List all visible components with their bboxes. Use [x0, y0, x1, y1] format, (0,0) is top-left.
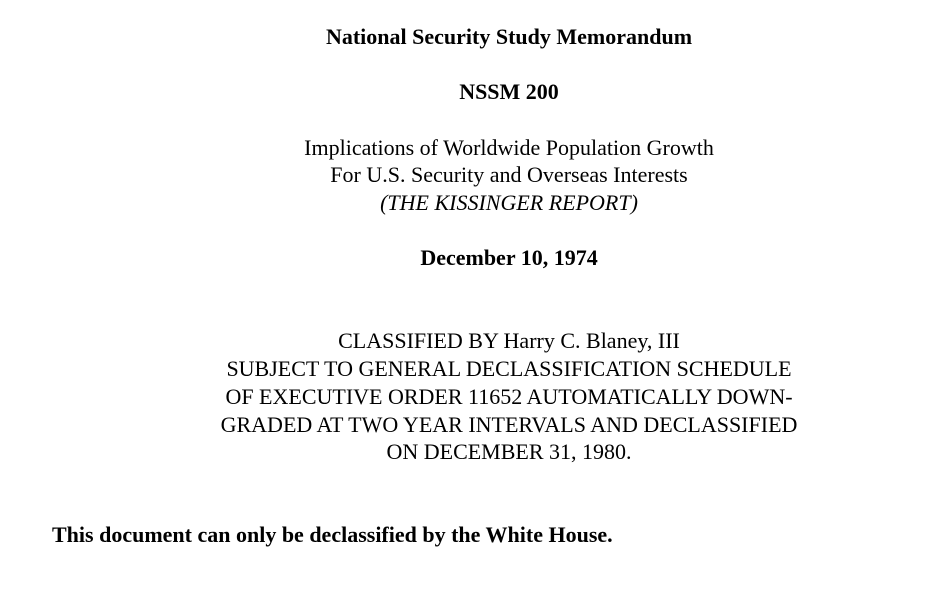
classification-line-3: OF EXECUTIVE ORDER 11652 AUTOMATICALLY DOWN- [225, 384, 793, 409]
classification-line-1: CLASSIFIED BY Harry C. Blaney, III [338, 328, 680, 353]
subject-line-1: Implications of Worldwide Population Growth [304, 135, 714, 160]
classification-line-2: SUBJECT TO GENERAL DECLASSIFICATION SCHEDULE [226, 356, 792, 381]
classification-line-4: GRADED AT TWO YEAR INTERVALS AND DECLASSIFIED [220, 412, 798, 437]
alt-title: (THE KISSINGER REPORT) [380, 190, 638, 215]
subject-line-2: For U.S. Security and Overseas Interests [330, 162, 688, 187]
series-title: National Security Study Memorandum [325, 24, 693, 49]
classification-line-5: ON DECEMBER 31, 1980. [386, 439, 632, 464]
memo-number: NSSM 200 [459, 79, 559, 104]
memo-date: December 10, 1974 [420, 245, 598, 270]
declassification-notice: This document can only be declassified by the White House. [52, 522, 613, 547]
